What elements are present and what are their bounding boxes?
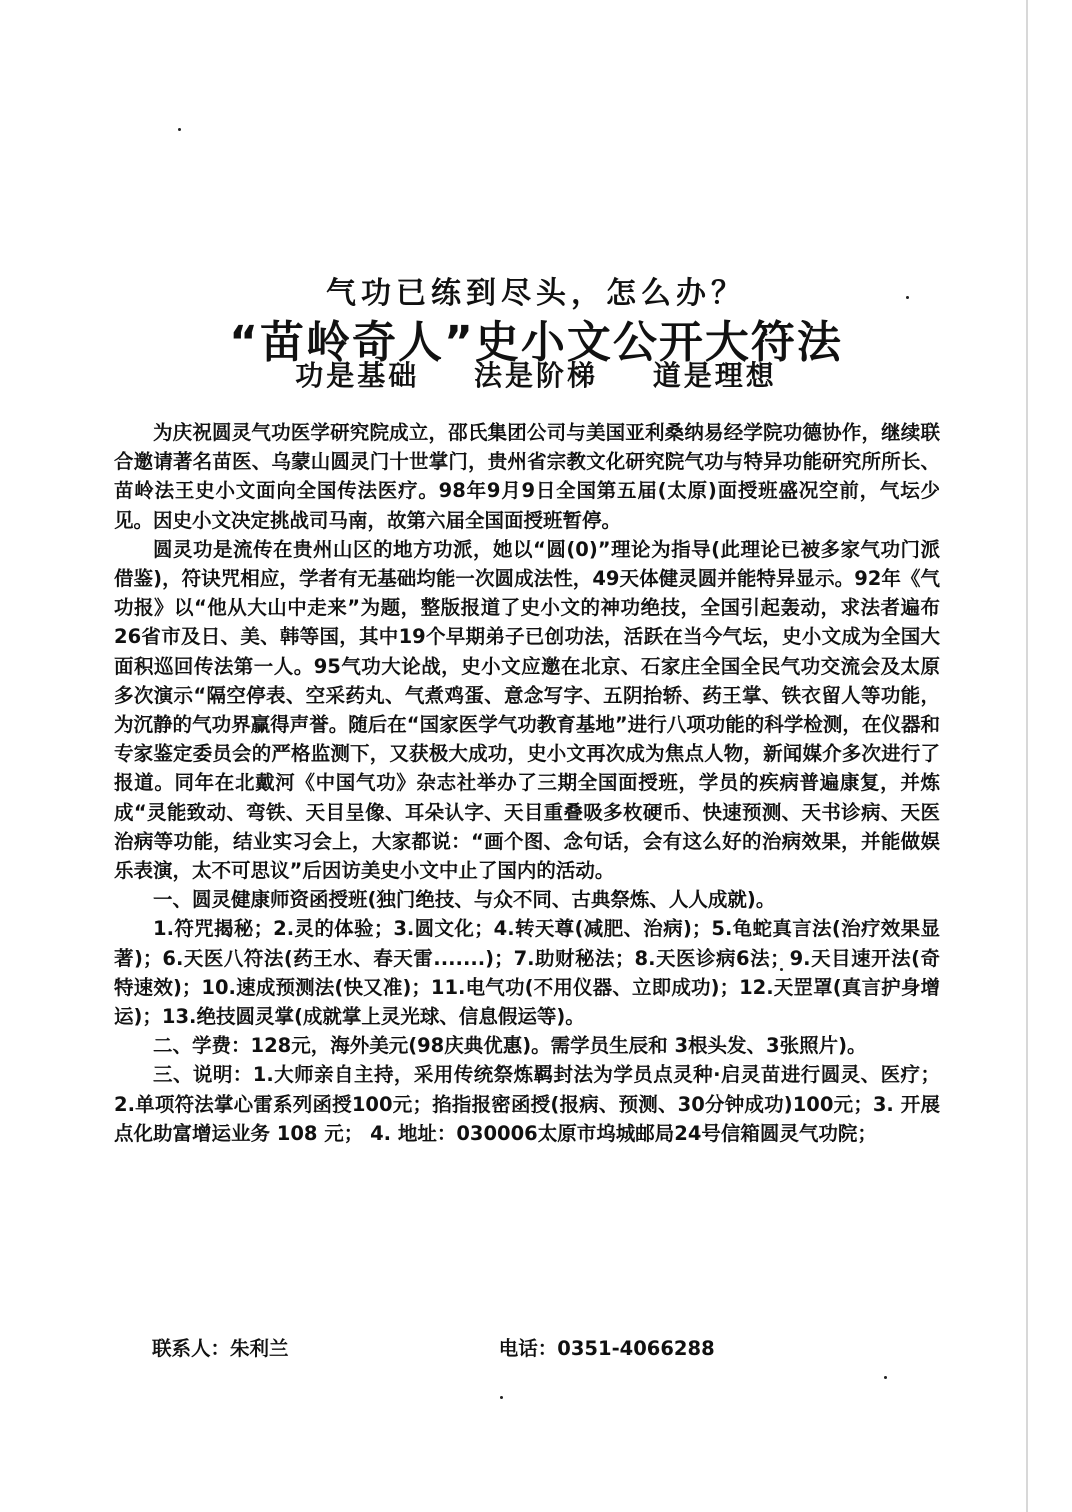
- scan-speck: [178, 128, 181, 131]
- contact-line: [152, 1333, 715, 1361]
- slogan-part: 功是基础: [295, 359, 420, 392]
- headline-slogan: [0, 354, 1072, 394]
- article-body: [114, 418, 940, 1148]
- slogan-part: 法是阶梯: [473, 359, 598, 392]
- scan-speck: [884, 1376, 887, 1379]
- scan-speck: [500, 1396, 503, 1399]
- scan-edge-line: [1026, 0, 1028, 1512]
- paragraph-course-list: 1.符咒揭秘；2.灵的体验；3.圆文化；4.转天尊(减肥、治病)；5.龟蛇真言法(治疗效果显著)；6.天医八符法(药王水、春天雷.......)；7.助财秘法；8.天医诊病6法；9.天目速开法(奇特速效)；10.速成预测法(快又准)；11.电气功(不用仪器、立即成功)；12.天罡罩(真言护身增运)；13.绝技圆灵掌(成就掌上灵光球、信息假运等)。: [114, 917, 940, 1029]
- paragraph-fees: 二、学费：128元，海外美元(98庆典优惠)。需学员生辰和 3根头发、3张照片)。: [153, 1034, 867, 1058]
- contact-phone: 电话：0351-4066288: [498, 1337, 715, 1360]
- headline-main-title: “苗岭奇人”史小文公开大符法: [229, 317, 843, 368]
- paragraph-history: 圆灵功是流传在贵州山区的地方功派，她以“圆(0)”理论为指导(此理论已被多家气功门派借鉴)，符诀咒相应，学者有无基础均能一次圆成法性，49天体健灵圆并能特异显示。92年《气功报》以“他从大山中走来”为题，整版报道了史小文的神功绝技，全国引起轰动，求法者遍布26省市及日、美、韩等国，其中19个早期弟子已创功法，活跃在当今气坛，史小文成为全国大面积巡回传法第一人。95气功大论战，史小文应邀在北京、石家庄全国全民气功交流会及太原多次演示“隔空停表、空采药丸、气煮鸡蛋、意念写字、五阴抬轿、药王掌、铁衣留人等功能，为沉静的气功界赢得声誉。随后在“国家医学气功教育基地”进行八项功能的科学检测，在仪器和专家鉴定委员会的严格监测下，又获极大成功，史小文再次成为焦点人物，新闻媒介多次进行了报道。同年在北戴河《中国气功》杂志社举办了三期全国面授班，学员的疾病普遍康复，并炼成“灵能致动、弯铁、天目呈像、耳朵认字、天目重叠吸多枚硬币、快速预测、天书诊病、天医治病等功能，结业实习会上，大家都说：“画个图、念句话，会有这么好的治病效果，并能做娱乐表演，太不可思议”后因访美史小文中止了国内的活动。: [114, 537, 940, 883]
- headline-question: 气功已练到尽头，怎么办？: [326, 276, 746, 311]
- paragraph-notes: 三、说明：1.大师亲自主持，采用传统祭炼羁封法为学员点灵种·启灵苗进行圆灵、医疗；2.单项符法掌心雷系列函授100元；掐指报密函授(报病、预测、30分钟成功)100元；3. 开展点化助富增运业务 108 元； 4. 地址：030006太原市坞城邮局24号信箱圆灵气功院；: [114, 1063, 940, 1145]
- paragraph-intro: 为庆祝圆灵气功医学研究院成立，邵氏集团公司与美国亚利桑纳易经学院功德协作，继续联合邀请著名苗医、乌蒙山圆灵门十世掌门，贵州省宗教文化研究院气功与特异功能研究所所长、苗岭法王史小文面向全国传法医疗。98年9月9日全国第五届(太原)面授班盛况空前，气坛少见。因史小文决定挑战司马南，故第六届全国面授班暂停。: [114, 421, 940, 532]
- paragraph-section-one: 一、圆灵健康师资函授班(独门绝技、与众不同、古典祭炼、人人成就)。: [153, 888, 776, 912]
- contact-person: 联系人：朱利兰: [152, 1337, 289, 1360]
- slogan-part: 道是理想: [652, 359, 777, 392]
